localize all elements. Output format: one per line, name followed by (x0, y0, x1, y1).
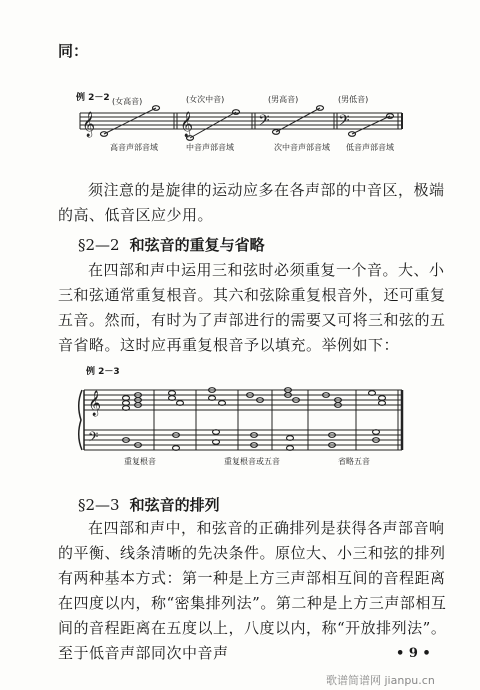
svg-text:𝄞: 𝄞 (180, 112, 194, 137)
paragraph: 在四部和声中，和弦音的正确排列是获得各声部音响的平衡、线条清晰的先决条件。原位大、小三和弦的排列有两种基本方式：第一种是上方三声部相互间的音程距离在四度以内，称“密集排列法”。第二种是上方三声部相互间的音程距离在五度以上，八度以内，称“开放排列法”。至于低音声部同次中音声 (58, 519, 447, 662)
svg-text:𝄢: 𝄢 (338, 112, 350, 133)
paragraph: 在四部和声中运用三和弦时必须重复一个音。大、小三和弦通常重复根音。其六和弦除重复根音外，还可重复五音。然而，有时为了声部进行的需要又可将三和弦的五音省略。这时应再重复根音予以填充。举例如下： (58, 261, 446, 354)
top-fragment: 同： (58, 42, 89, 60)
range-bottom-label: 高音声部音域 (110, 143, 158, 152)
svg-text:𝄞: 𝄞 (82, 112, 96, 137)
paragraph: 须注意的是旋律的运动应多在各声部的中音区，极端的高、低音区应少用。 (58, 181, 445, 224)
range-top-label: (女次中音) (186, 95, 225, 104)
example-label: 例 2－3 (86, 367, 120, 377)
section-title: 和弦音的重复与省略 (129, 236, 265, 254)
example-2-2 (76, 90, 406, 160)
example-caption: 重复根音 (124, 457, 156, 466)
range-bottom-label: 中音声部音域 (186, 143, 234, 152)
svg-text:𝄢: 𝄢 (258, 112, 270, 133)
example-label: 例 2－2 (76, 93, 110, 103)
range-bottom-label: 次中音声部音域 (274, 143, 330, 152)
page-number: • 9 • (396, 646, 431, 661)
section-heading (78, 234, 265, 255)
section-number: §2—2 (78, 236, 120, 254)
watermark: 歌谱简谱网 jianpu.cn (326, 674, 435, 687)
example-caption: 省略五音 (338, 457, 370, 466)
section-title: 和弦音的排列 (129, 496, 220, 514)
range-bottom-label: 低音声部音域 (346, 143, 394, 152)
range-top-label: (男低音) (338, 95, 369, 104)
example-2-3 (76, 364, 406, 474)
section-number: §2—3 (78, 496, 120, 514)
range-top-label: (男高音) (268, 95, 299, 104)
svg-text:𝄞: 𝄞 (88, 391, 102, 416)
example-caption: 重复根音或五音 (224, 457, 280, 466)
range-top-label: (女高音) (112, 97, 143, 106)
svg-text:𝄢: 𝄢 (88, 429, 99, 448)
section-heading (78, 494, 220, 515)
